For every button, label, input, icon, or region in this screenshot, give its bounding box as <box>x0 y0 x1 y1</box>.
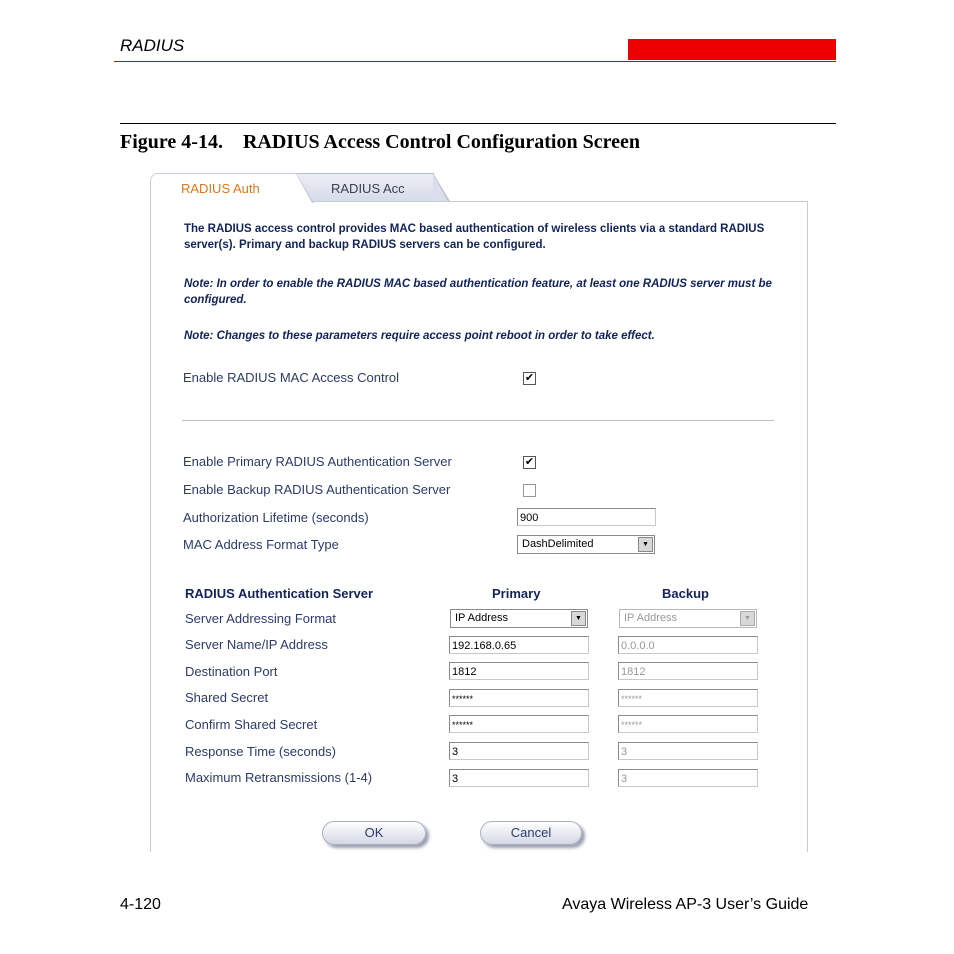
primary-port-input[interactable]: 1812 <box>449 662 589 680</box>
backup-port-input[interactable]: 1812 <box>618 662 758 680</box>
section-title: RADIUS <box>120 36 185 55</box>
auth-lifetime-label: Authorization Lifetime (seconds) <box>183 510 369 525</box>
backup-secret-input[interactable]: ****** <box>618 689 758 707</box>
cancel-button[interactable]: Cancel <box>480 821 582 845</box>
note-reboot: Note: Changes to these parameters require access point reboot in order to take effect. <box>184 330 655 342</box>
backup-response-time-input[interactable]: 3 <box>618 742 758 760</box>
note-enable: Note: In order to enable the RADIUS MAC based authentication feature, at least one RADIUS server must be configured. <box>184 278 772 306</box>
mac-format-label: MAC Address Format Type <box>183 537 339 552</box>
document-title: Avaya Wireless AP-3 User’s Guide <box>562 896 809 913</box>
enable-backup-checkbox[interactable] <box>523 484 536 497</box>
tab-label: RADIUS Auth <box>181 181 260 196</box>
server-table-title: RADIUS Authentication Server <box>185 586 374 601</box>
response-time-label: Response Time (seconds) <box>185 744 337 759</box>
section-divider <box>182 420 774 421</box>
auth-lifetime-input[interactable]: 900 <box>517 508 656 526</box>
primary-retransmissions-input[interactable]: 3 <box>449 769 589 787</box>
backup-addressing-value: IP Address <box>624 612 677 624</box>
backup-retransmissions-input[interactable]: 3 <box>618 769 758 787</box>
primary-confirm-secret-input[interactable]: ****** <box>449 715 589 733</box>
backup-addressing-select[interactable] <box>619 609 757 628</box>
tab-label: RADIUS Acc <box>331 181 405 196</box>
enable-primary-label: Enable Primary RADIUS Authentication Server <box>183 454 452 469</box>
shared-secret-label: Shared Secret <box>185 690 269 705</box>
tab-radius-auth[interactable] <box>150 173 297 203</box>
mac-format-value: DashDelimited <box>522 538 594 550</box>
primary-secret-input[interactable]: ****** <box>449 689 589 707</box>
tab-edge <box>296 173 314 203</box>
ok-button[interactable]: OK <box>322 821 426 845</box>
addressing-format-label: Server Addressing Format <box>185 611 337 626</box>
confirm-secret-label: Confirm Shared Secret <box>185 717 318 732</box>
enable-mac-access-label: Enable RADIUS MAC Access Control <box>183 370 400 385</box>
chevron-down-icon[interactable]: ▼ <box>740 611 755 626</box>
primary-addressing-value: IP Address <box>455 612 508 624</box>
figure-caption: Figure 4-14. RADIUS Access Control Configuration Screen <box>120 131 640 153</box>
backup-server-address-input[interactable]: 0.0.0.0 <box>618 636 758 654</box>
primary-server-address-input[interactable]: 192.168.0.65 <box>449 636 589 654</box>
chevron-down-icon[interactable]: ▼ <box>638 537 653 552</box>
intro-text: The RADIUS access control provides MAC based authentication of wireless clients via a standard RADIUS server(s). Primary and backup RADIUS servers can be configured. <box>184 223 765 251</box>
header-accent-bar <box>628 39 836 60</box>
tab-edge <box>433 173 451 203</box>
panel-top-border <box>430 201 806 202</box>
primary-column-header: Primary <box>492 586 541 601</box>
primary-addressing-select[interactable] <box>450 609 588 628</box>
enable-primary-checkbox[interactable]: ✔ <box>524 456 535 468</box>
enable-mac-access-checkbox[interactable]: ✔ <box>524 372 535 384</box>
max-retransmissions-label: Maximum Retransmissions (1-4) <box>185 770 373 785</box>
server-address-label: Server Name/IP Address <box>185 637 328 652</box>
mac-format-select[interactable] <box>517 535 655 554</box>
backup-column-header: Backup <box>662 586 709 601</box>
header-rule <box>114 61 836 62</box>
primary-response-time-input[interactable]: 3 <box>449 742 589 760</box>
enable-backup-label: Enable Backup RADIUS Authentication Server <box>183 482 451 497</box>
backup-confirm-secret-input[interactable]: ****** <box>618 715 758 733</box>
destination-port-label: Destination Port <box>185 664 278 679</box>
figure-rule <box>120 123 836 124</box>
page-number: 4-120 <box>120 896 161 913</box>
chevron-down-icon[interactable]: ▼ <box>571 611 586 626</box>
